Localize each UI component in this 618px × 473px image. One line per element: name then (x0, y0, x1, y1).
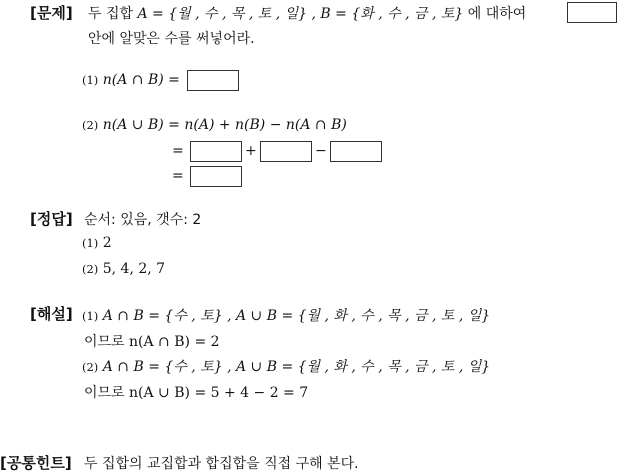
e1-number: (1) (82, 309, 99, 323)
a2-number: (2) (82, 262, 99, 276)
hint-text: 두 집합의 교집합과 합집합을 직접 구해 본다. (84, 456, 359, 472)
answer-2 (82, 261, 165, 277)
q2-box-3[interactable] (330, 141, 382, 162)
q2-box-1[interactable] (190, 141, 242, 162)
q1-expression: n(A ∩ B) = (102, 72, 180, 88)
a1-number: (1) (82, 236, 99, 250)
e3-sets: A ∩ B = {수 , 토} , A ∪ B = {월 , 화 , 수 , 목 , 금 , 토 , 일} (102, 359, 491, 375)
q2-box-4[interactable] (190, 166, 242, 187)
problem-intro: 두 집합 (88, 6, 134, 22)
q1-answer-box[interactable] (187, 70, 239, 91)
answer-summary: 순서: 있음, 갯수: 2 (84, 212, 202, 228)
question-1 (82, 72, 180, 88)
problem-intro-tail: 에 대하여 (467, 6, 527, 22)
set-a-definition: A = {월 , 수 , 목 , 토 , 일} (137, 6, 308, 22)
set-b-definition: , B = {화 , 수 , 금 , 토} (311, 6, 464, 22)
question-2 (82, 117, 347, 133)
answer-1 (82, 235, 112, 251)
a1-value: 2 (102, 235, 112, 251)
blank-box-header[interactable] (567, 2, 617, 23)
q2-plus: + (245, 143, 257, 159)
problem-label: [문제] (30, 4, 73, 22)
hint-label: [공통힌트] (0, 454, 72, 472)
q2-expression: n(A ∪ B) = n(A) + n(B) − n(A ∩ B) (102, 117, 347, 133)
explanation-1 (82, 305, 490, 325)
problem-line-1 (88, 3, 526, 23)
e3-number: (2) (82, 360, 99, 374)
e1-sets: A ∩ B = {수 , 토} , A ∪ B = {월 , 화 , 수 , 목 , 금 , 토 , 일} (102, 308, 491, 324)
explanation-2: 이므로 n(A ∩ B) = 2 (84, 334, 220, 350)
answer-label: [정답] (30, 210, 73, 228)
q2-minus: − (315, 143, 327, 159)
q1-number: (1) (82, 73, 99, 87)
explanation-4: 이므로 n(A ∪ B) = 5 + 4 − 2 = 7 (84, 385, 309, 401)
a2-value: 5, 4, 2, 7 (102, 261, 166, 277)
q2-equals-2: = (172, 168, 184, 184)
q2-number: (2) (82, 118, 99, 132)
explanation-label: [해설] (30, 305, 73, 323)
q2-equals-1: = (172, 143, 184, 159)
explanation-3 (82, 356, 490, 376)
q2-box-2[interactable] (260, 141, 312, 162)
problem-line-2: 안에 알맞은 수를 써넣어라. (88, 31, 255, 47)
